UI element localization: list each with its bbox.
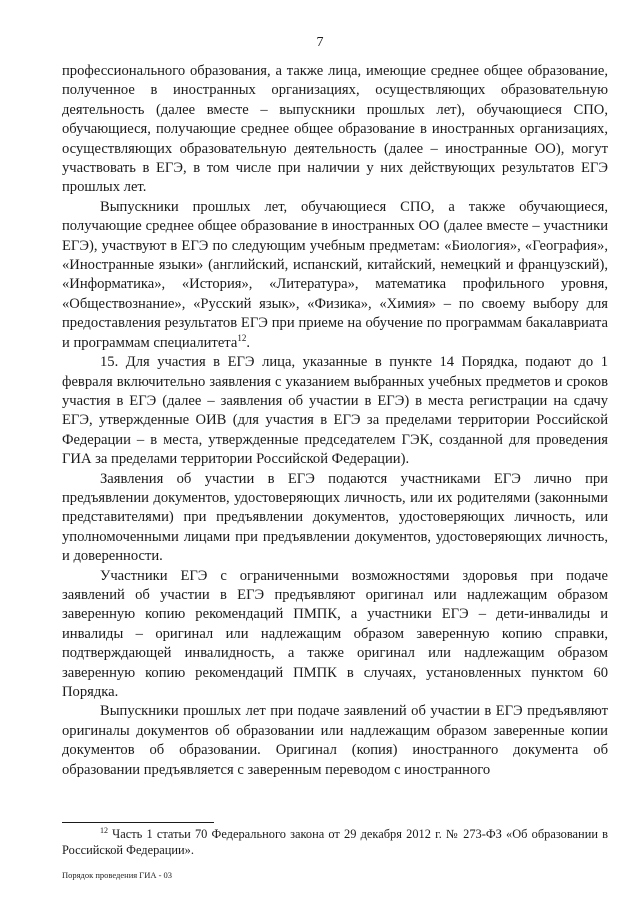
paragraph-2 — [62, 198, 608, 353]
page-footer: Порядок проведения ГИА - 03 — [62, 870, 173, 880]
body-text — [62, 62, 608, 780]
paragraph-3 — [62, 353, 608, 469]
footnote-text: Часть 1 статьи 70 Федерального закона от 29 декабря 2012 г. № 273-ФЗ «Об образовании в Российской Федерации». — [62, 827, 608, 857]
paragraph-text: Заявления об участии в ЕГЭ подаются участниками ЕГЭ лично при предъявлении документов, удостоверяющих личность, или их родителями (законными представителями) при предъявлении документов, удостоверяющих личность, или уполномоченными лицами при предъявлении документов, удостоверяющих личность, и доверенности. — [62, 470, 608, 565]
paragraph-5 — [62, 567, 608, 703]
footnote-mark: 12 — [100, 825, 108, 835]
page-number: 7 — [316, 35, 324, 50]
paragraph-text: Выпускники прошлых лет, обучающиеся СПО, а также обучающиеся, получающие среднее общее образование в иностранных ОО (далее вместе – участники ЕГЭ), участвуют в ЕГЭ по следующим учебным предметам: «Биология», «География», «Иностранные языки» (английский, испанский, китайский, немецкий и французский), «Информатика», «История», «Литература», математика профильного уровня, «Обществознание», «Русский язык», «Физика», «Химия» – по своему выбору для предоставления результатов ЕГЭ при приеме на обучение по программам бакалавриата и программам специалитета — [62, 198, 608, 351]
paragraph-text: профессионального образования, а также лица, имеющие среднее общее образование, полученное в иностранных организациях, осуществляющих образовательную деятельность (далее вместе – выпускники прошлых лет), обучающиеся СПО, обучающиеся, получающие среднее общее образование в иностранных организациях, осуществляющих образовательную деятельность (далее – иностранные ОО), могут участвовать в ЕГЭ, в том числе при наличии у них действующих результатов ЕГЭ прошлых лет. — [62, 63, 608, 196]
paragraph-end-punctuation: . — [246, 334, 250, 351]
footnote — [62, 826, 608, 858]
paragraph-text: Участники ЕГЭ с ограниченными возможностями здоровья при подаче заявлений об участии в ЕГЭ предъявляют оригинал или надлежащим образом заверенную копию рекомендаций ПМПК, а участники ЕГЭ – дети-инвалиды и инвалиды – оригинал или надлежащим образом заверенную копию справки, подтверждающей инвалидность, а также оригинал или надлежащим образом заверенную копию рекомендаций ПМПК в случаях, установленных пунктом 60 Порядка. — [62, 567, 608, 700]
footnote-reference: 12 — [237, 332, 247, 343]
paragraph-1 — [62, 62, 608, 198]
paragraph-text: Выпускники прошлых лет при подаче заявлений об участии в ЕГЭ предъявляют оригиналы документов об образовании или надлежащим образом заверенные копии документов об образовании. Оригинал (копия) иностранного документа об образовании предъявляется с заверенным переводом с иностранного — [62, 703, 608, 778]
footnote-separator — [62, 822, 214, 823]
paragraph-text: 15. Для участия в ЕГЭ лица, указанные в пункте 14 Порядка, подают до 1 февраля включительно заявления с указанием выбранных учебных предметов и сроков участия в ЕГЭ (далее – заявления об участии в ЕГЭ) в места регистрации на сдачу ЕГЭ, утвержденные ОИВ (для участия в ЕГЭ за пределами территории Российской Федерации – в места, утвержденные председателем ГЭК, созданной для проведения ГИА за пределами территории Российской Федерации). — [62, 354, 608, 468]
paragraph-6 — [62, 702, 608, 780]
paragraph-4 — [62, 470, 608, 567]
